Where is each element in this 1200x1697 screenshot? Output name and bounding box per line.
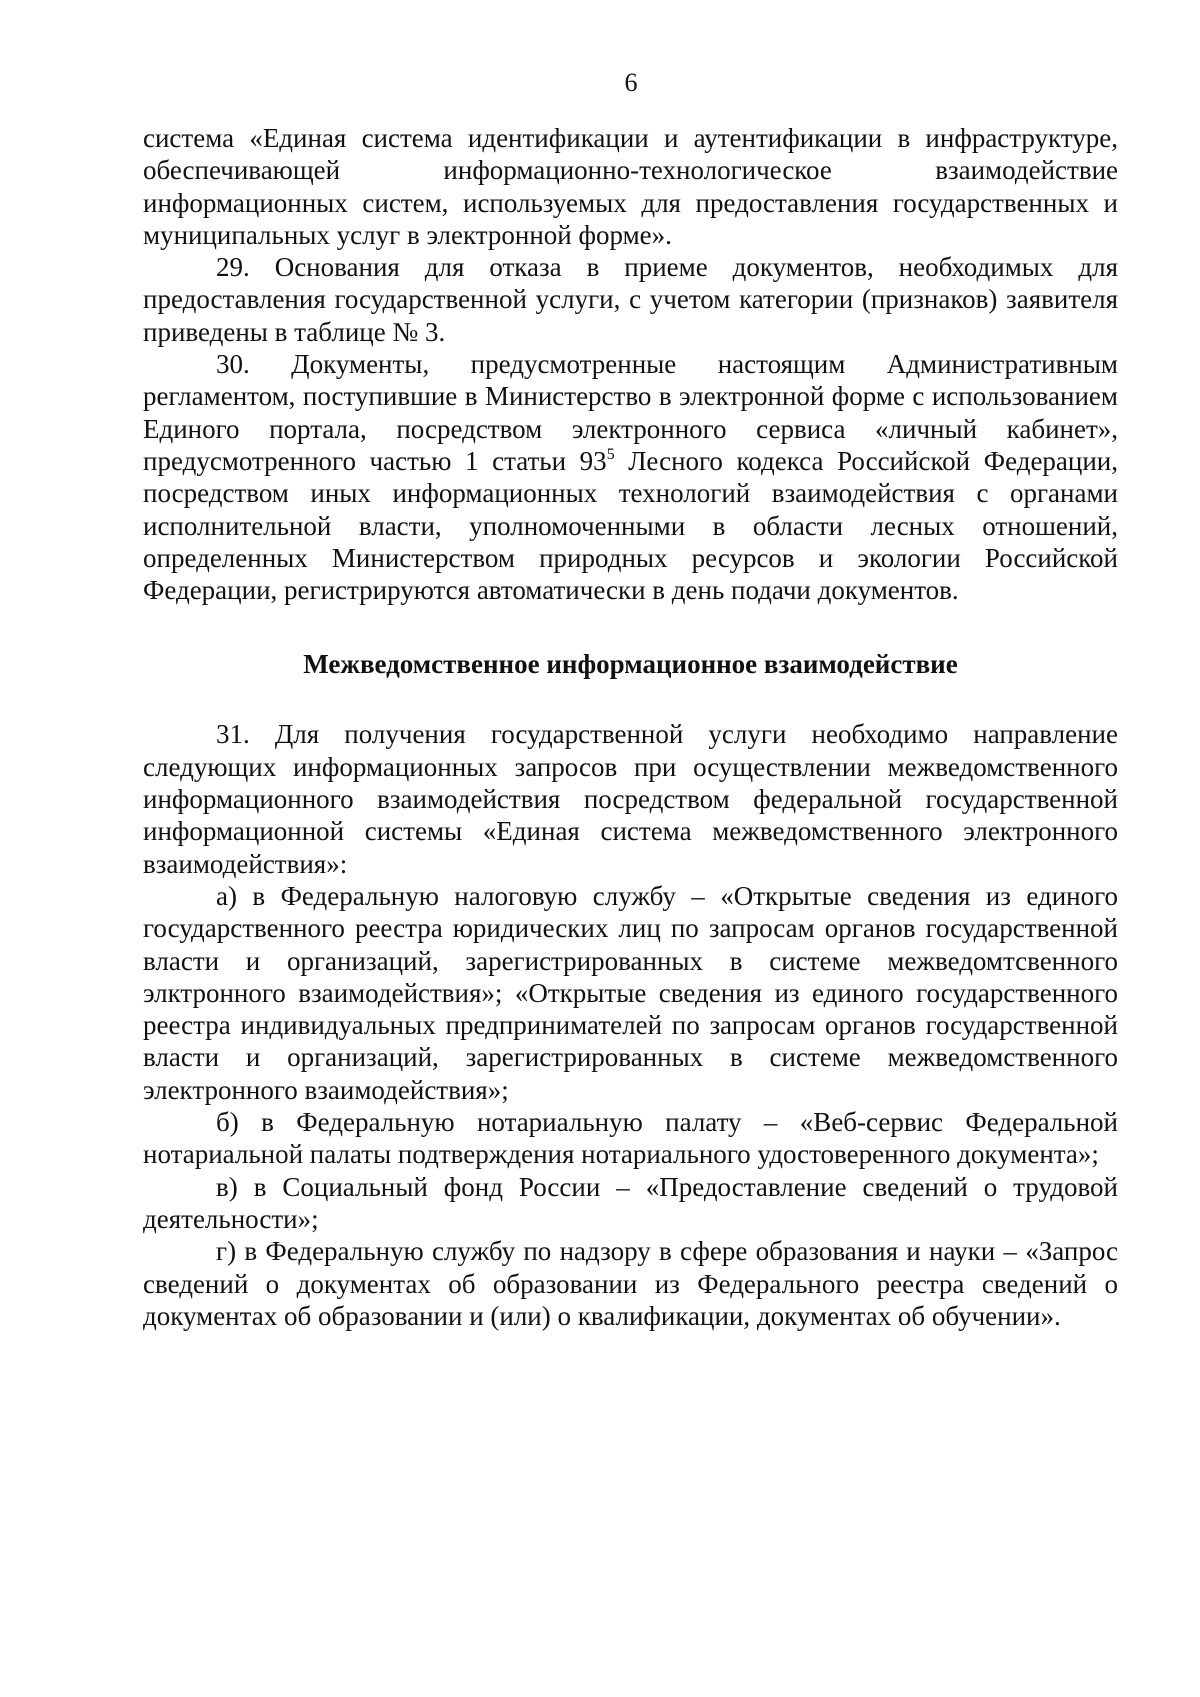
- paragraph-30-part2: Лесного кодекса Российской Федерации, посредством иных информационных технологий взаимодействия с органами исполнительной власти, уполномоченными в области лесных отношений, определенных Министерством природных ресурсов и экологии Российской Федерации, регистрируются автоматически в день подачи документов.: [143, 445, 1119, 606]
- paragraph-30-part1: 30. Документы, предусмотренные настоящим Административным регламентом, поступившие в Министерство в электронной форме с использованием Единого портала, посредством электронного сервиса «личный кабинет», предусмотренного частью 1 статьи 93: [143, 349, 1118, 476]
- page-number: 6: [624, 68, 638, 97]
- list-item-a: а) в Федеральную налоговую службу – «Открытые сведения из единого государственного реестра юридических лиц по запросам органов государственной власти и организаций, зарегистрированных в системе межведомтсвенного элктронного взаимодействия»; «Открытые сведения из единого государственного реестра индивидуальных предпринимателей по запросам органов государственной власти и организаций, зарегистрированных в системе межведомственного электронного взаимодействия»;: [143, 880, 1118, 1105]
- section-heading: Межведомственное информационное взаимодействие: [303, 649, 958, 680]
- document-body: [143, 122, 1118, 1332]
- article-superscript: 5: [606, 445, 615, 463]
- paragraph-continuation: система «Единая система идентификации и аутентификации в инфраструктуре, обеспечивающей информационно-технологическое взаимодействие информационных систем, используемых для предоставления государственных и муниципальных услуг в электронной форме».: [143, 123, 1118, 250]
- list-item-b: б) в Федеральную нотариальную палату – «Веб-сервис Федеральной нотариальной палаты подтверждения нотариального удостоверенного документа»;: [143, 1107, 1118, 1170]
- paragraph-31: 31. Для получения государственной услуги необходимо направление следующих информационных запросов при осуществлении межведомственного информационного взаимодействия посредством федеральной государственной информационной системы «Единая система межведомственного электронного взаимодействия»:: [143, 719, 1118, 879]
- paragraph-30: [143, 348, 1118, 606]
- list-item-g: г) в Федеральную службу по надзору в сфере образования и науки – «Запрос сведений о документах об образовании из Федерального реестра сведений о документах об образовании и (или) о квалификации, документах об обучении».: [143, 1236, 1118, 1331]
- list-item-v: в) в Социальный фонд России – «Предоставление сведений о трудовой деятельности»;: [143, 1171, 1118, 1234]
- paragraph-29: 29. Основания для отказа в приеме документов, необходимых для предоставления государственной услуги, с учетом категории (признаков) заявителя приведены в таблице № 3.: [143, 252, 1118, 347]
